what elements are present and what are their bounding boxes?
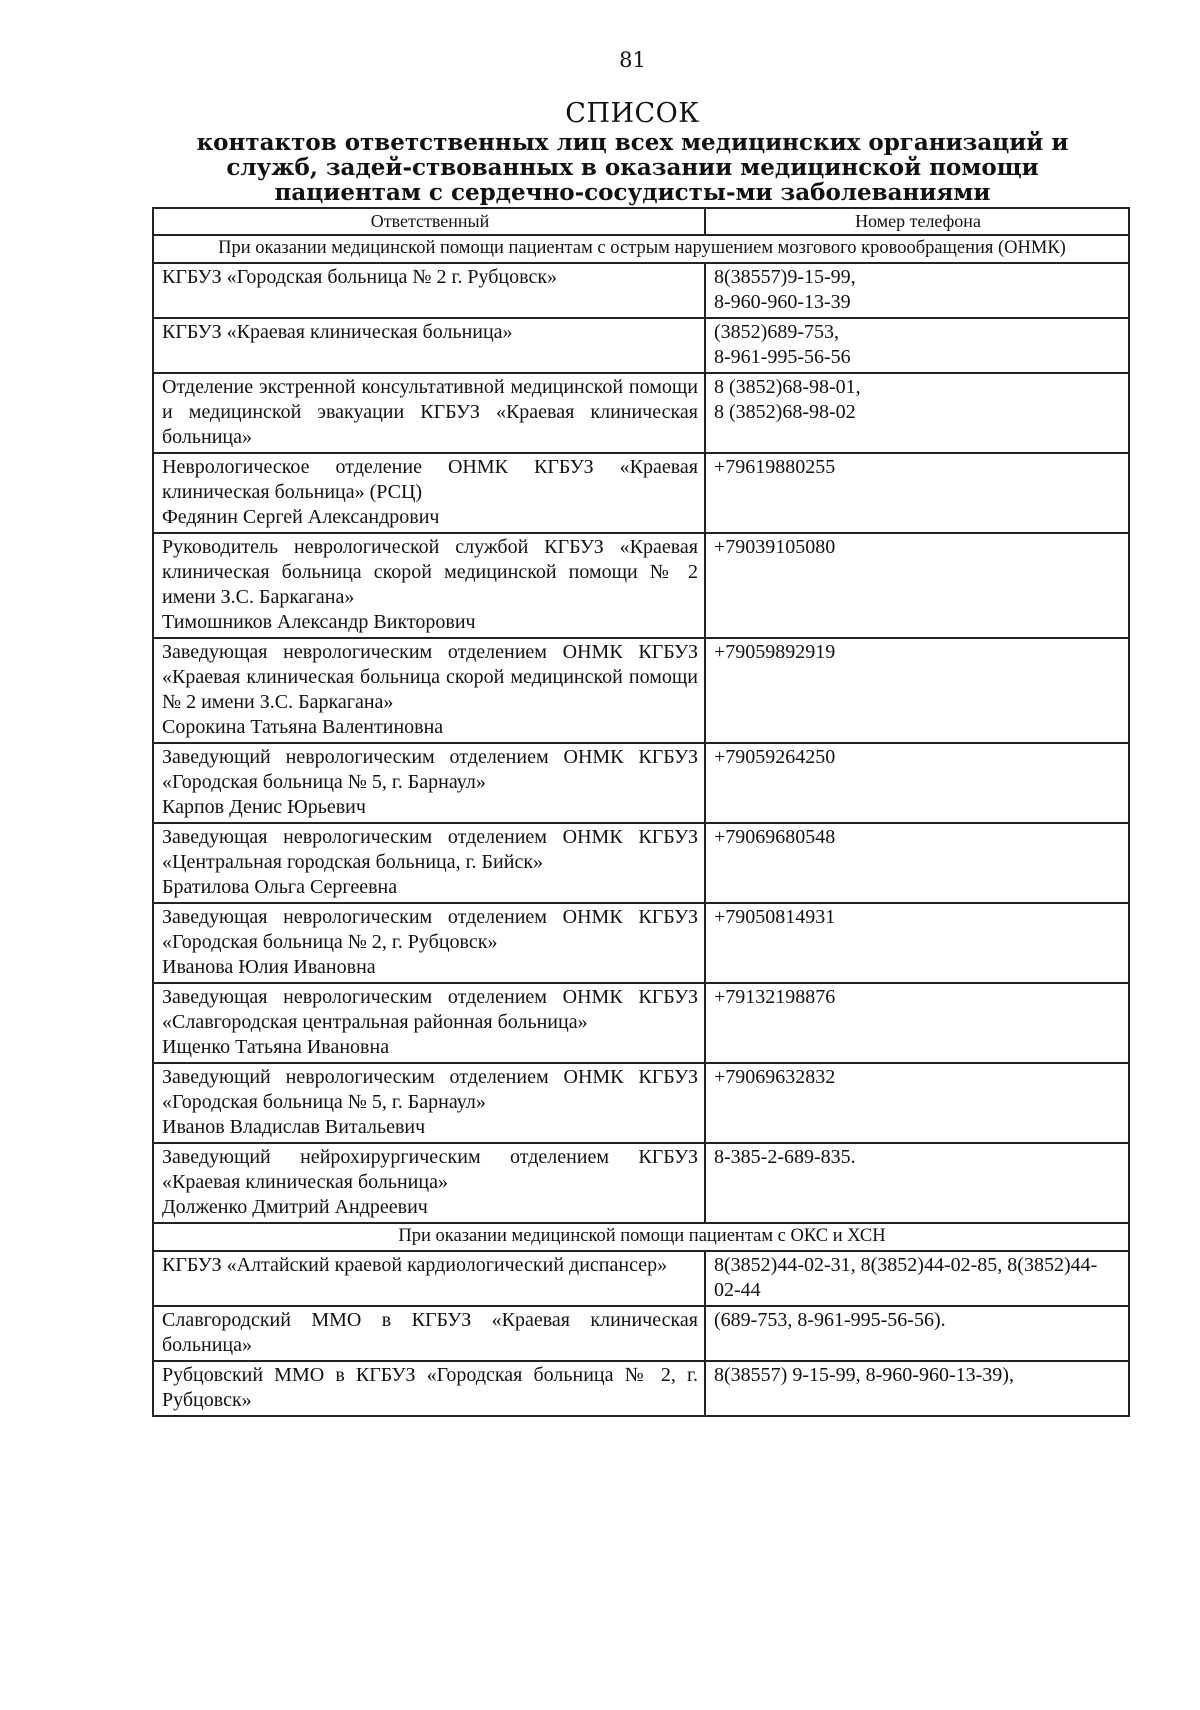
organization-text: Отделение экстренной консультативной медицинской помощи и медицинской эвакуации КГБУЗ «Краевая клиническая больница» bbox=[162, 376, 698, 448]
responsible-cell bbox=[153, 1361, 705, 1416]
header-responsible: Ответственный bbox=[153, 208, 705, 235]
contacts-table bbox=[152, 207, 1130, 1417]
phone-number: +79039105080 bbox=[714, 536, 836, 558]
table-row bbox=[153, 533, 1129, 638]
table-row bbox=[153, 743, 1129, 823]
person-name: Иванов Владислав Витальевич bbox=[162, 1116, 426, 1138]
person-name: Сорокина Татьяна Валентиновна bbox=[162, 716, 444, 738]
responsible-cell bbox=[153, 823, 705, 903]
phone-cell bbox=[705, 1143, 1129, 1223]
phone-cell bbox=[705, 638, 1129, 743]
table-row bbox=[153, 638, 1129, 743]
table-row bbox=[153, 318, 1129, 373]
phone-cell bbox=[705, 903, 1129, 983]
phone-number: 8-961-995-56-56 bbox=[714, 346, 851, 368]
document-subtitle: контактов ответственных лиц всех медицинских организаций и служб, задей-ствованных в оказании медицинской помощи пациентам с сердечно-сосудисты-ми заболеваниями bbox=[196, 129, 1069, 206]
table-row bbox=[153, 373, 1129, 453]
table-row bbox=[153, 453, 1129, 533]
responsible-cell bbox=[153, 903, 705, 983]
responsible-cell bbox=[153, 318, 705, 373]
phone-cell bbox=[705, 1251, 1129, 1306]
table-header-row bbox=[153, 208, 1129, 235]
phone-number: +79619880255 bbox=[714, 456, 836, 478]
table-row bbox=[153, 263, 1129, 318]
responsible-cell bbox=[153, 743, 705, 823]
table-row bbox=[153, 1251, 1129, 1306]
person-name: Федянин Сергей Александрович bbox=[162, 506, 440, 528]
phone-number: +79050814931 bbox=[714, 906, 836, 928]
table-row bbox=[153, 823, 1129, 903]
organization-text: Неврологическое отделение ОНМК КГБУЗ «Краевая клиническая больница» (РСЦ) bbox=[162, 456, 698, 503]
phone-number: +79069680548 bbox=[714, 826, 836, 848]
responsible-cell bbox=[153, 533, 705, 638]
table-row bbox=[153, 1143, 1129, 1223]
phone-number: (689-753, 8-961-995-56-56). bbox=[714, 1309, 946, 1331]
organization-text: КГБУЗ «Алтайский краевой кардиологический диспансер» bbox=[162, 1254, 668, 1276]
organization-text: Заведующая неврологическим отделением ОНМК КГБУЗ «Краевая клиническая больница скорой медицинской помощи № 2 имени З.С. Баркагана» bbox=[162, 641, 698, 713]
phone-cell bbox=[705, 263, 1129, 318]
person-name: Братилова Ольга Сергеевна bbox=[162, 876, 398, 898]
table-row bbox=[153, 983, 1129, 1063]
phone-number: +79059892919 bbox=[714, 641, 836, 663]
phone-number: +79059264250 bbox=[714, 746, 836, 768]
contacts-table-body bbox=[153, 208, 1129, 1416]
phone-cell bbox=[705, 983, 1129, 1063]
organization-text: Заведующий нейрохирургическим отделением КГБУЗ «Краевая клиническая больница» bbox=[162, 1146, 698, 1193]
phone-cell bbox=[705, 453, 1129, 533]
organization-text: Руководитель неврологической службой КГБУЗ «Краевая клиническая больница скорой медицинской помощи № 2 имени З.С. Баркагана» bbox=[162, 536, 698, 608]
phone-number: +79069632832 bbox=[714, 1066, 836, 1088]
organization-text: Заведующий неврологическим отделением ОНМК КГБУЗ «Городская больница № 5, г. Барнаул» bbox=[162, 1066, 698, 1113]
phone-cell bbox=[705, 373, 1129, 453]
phone-cell bbox=[705, 318, 1129, 373]
person-name: Иванова Юлия Ивановна bbox=[162, 956, 376, 978]
organization-text: Заведующая неврологическим отделением ОНМК КГБУЗ «Городская больница № 2, г. Рубцовск» bbox=[162, 906, 698, 953]
responsible-cell bbox=[153, 983, 705, 1063]
phone-cell bbox=[705, 533, 1129, 638]
header-phone: Номер телефона bbox=[705, 208, 1129, 235]
table-row bbox=[153, 1063, 1129, 1143]
phone-number: 8 (3852)68-98-01, bbox=[714, 376, 861, 398]
phone-number: 8(38557) 9-15-99, 8-960-960-13-39), bbox=[714, 1364, 1014, 1386]
phone-cell bbox=[705, 1063, 1129, 1143]
organization-text: Заведующий неврологическим отделением ОНМК КГБУЗ «Городская больница № 5, г. Барнаул» bbox=[162, 746, 698, 793]
responsible-cell bbox=[153, 1306, 705, 1361]
organization-text: Рубцовский ММО в КГБУЗ «Городская больница № 2, г. Рубцовск» bbox=[162, 1364, 698, 1411]
organization-text: КГБУЗ «Краевая клиническая больница» bbox=[162, 321, 513, 343]
responsible-cell bbox=[153, 453, 705, 533]
phone-cell bbox=[705, 823, 1129, 903]
table-row bbox=[153, 903, 1129, 983]
responsible-cell bbox=[153, 638, 705, 743]
organization-text: Заведующая неврологическим отделением ОНМК КГБУЗ «Центральная городская больница, г. Бийск» bbox=[162, 826, 698, 873]
section-heading: При оказании медицинской помощи пациентам с ОКС и ХСН bbox=[153, 1223, 1129, 1251]
responsible-cell bbox=[153, 1251, 705, 1306]
organization-text: Славгородский ММО в КГБУЗ «Краевая клиническая больница» bbox=[162, 1309, 698, 1356]
person-name: Долженко Дмитрий Андреевич bbox=[162, 1196, 428, 1218]
phone-number: 8(38557)9-15-99, bbox=[714, 266, 856, 288]
section-heading: При оказании медицинской помощи пациентам с острым нарушением мозгового кровообращения (ОНМК) bbox=[153, 235, 1129, 263]
responsible-cell bbox=[153, 263, 705, 318]
phone-cell bbox=[705, 1361, 1129, 1416]
phone-number: 8-960-960-13-39 bbox=[714, 291, 851, 313]
section-row bbox=[153, 235, 1129, 263]
organization-text: КГБУЗ «Городская больница № 2 г. Рубцовск» bbox=[162, 266, 558, 288]
person-name: Тимошников Александр Викторович bbox=[162, 611, 476, 633]
responsible-cell bbox=[153, 1063, 705, 1143]
organization-text: Заведующая неврологическим отделением ОНМК КГБУЗ «Славгородская центральная районная больница» bbox=[162, 986, 698, 1033]
page-number: 81 bbox=[619, 48, 646, 72]
phone-number: 8 (3852)68-98-02 bbox=[714, 401, 856, 423]
table-row bbox=[153, 1306, 1129, 1361]
table-row bbox=[153, 1361, 1129, 1416]
phone-number: +79132198876 bbox=[714, 986, 836, 1008]
phone-number: (3852)689-753, bbox=[714, 321, 839, 343]
phone-cell bbox=[705, 743, 1129, 823]
phone-number: 8-385-2-689-835. bbox=[714, 1146, 856, 1168]
responsible-cell bbox=[153, 373, 705, 453]
document-title: СПИСОК bbox=[565, 98, 700, 129]
phone-number: 8(3852)44-02-31, 8(3852)44-02-85, 8(3852)44-02-44 bbox=[714, 1254, 1098, 1301]
section-row bbox=[153, 1223, 1129, 1251]
person-name: Карпов Денис Юрьевич bbox=[162, 796, 366, 818]
responsible-cell bbox=[153, 1143, 705, 1223]
person-name: Ищенко Татьяна Ивановна bbox=[162, 1036, 390, 1058]
phone-cell bbox=[705, 1306, 1129, 1361]
